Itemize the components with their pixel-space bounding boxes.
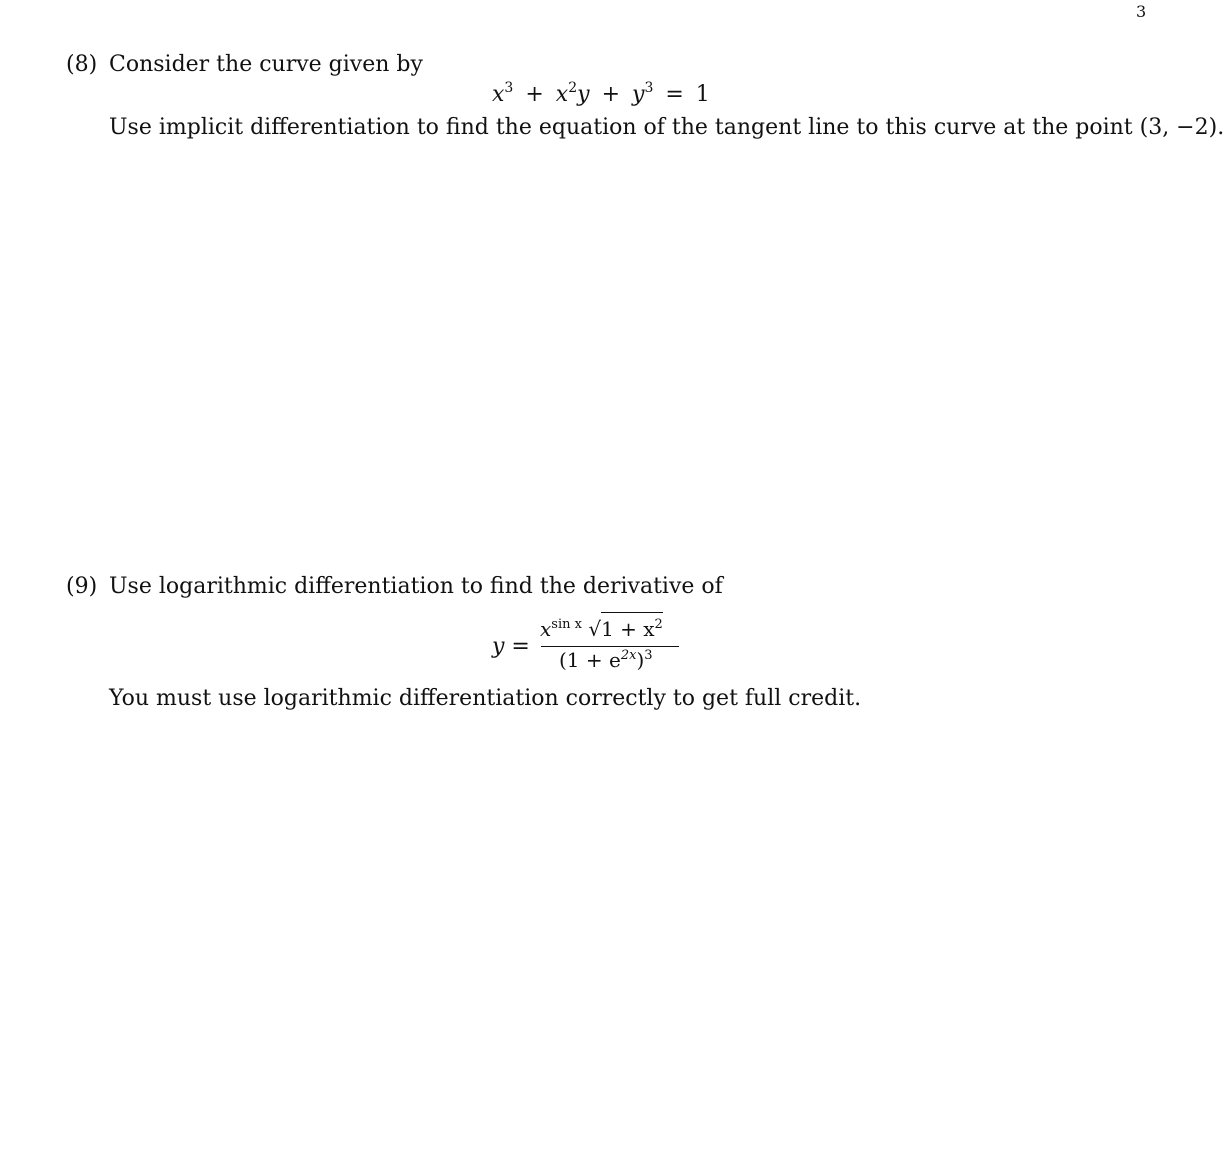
eq-plus1: + (525, 82, 544, 107)
radicand-exponent: 2 (654, 617, 663, 632)
eq-rhs: 1 (695, 82, 710, 107)
fraction-bar (541, 646, 679, 647)
page-number: 3 (1136, 2, 1147, 21)
num-base: x (540, 617, 552, 641)
eq-exp3: 3 (644, 80, 654, 96)
eq-exp1: 3 (504, 80, 514, 96)
den-power: 3 (644, 648, 653, 663)
problem-8-equation (492, 80, 710, 107)
fraction-denominator (559, 648, 653, 672)
sqrt-symbol: √ (588, 617, 602, 641)
radicand (601, 612, 663, 640)
eq-x2: x (555, 82, 569, 107)
den-close: ) (636, 648, 645, 672)
fraction-numerator (540, 612, 663, 641)
eq-plus2: + (601, 82, 620, 107)
eq-exp2: 2 (568, 80, 578, 96)
problem-9-lhs: y = (492, 634, 530, 659)
problem-8-number: (8) (66, 52, 98, 77)
eq-y1: y (577, 82, 590, 107)
den-exponent: 2x (620, 648, 637, 663)
den-open: (1 + e (559, 648, 621, 672)
eq-x1: x (492, 82, 505, 107)
problem-8-intro: Consider the curve given by (109, 52, 423, 77)
radicand-text: 1 + x (601, 617, 655, 641)
eq-equals: = (665, 82, 684, 107)
num-exponent: sin x (551, 617, 582, 632)
square-root (588, 612, 663, 641)
problem-9-intro: Use logarithmic differentiation to find the derivative of (109, 574, 723, 599)
problem-9-instruction: You must use logarithmic differentiation correctly to get full credit. (109, 686, 862, 711)
problem-8-instruction: Use implicit differentiation to find the equation of the tangent line to this curve at the point (3, −2). (109, 115, 1224, 140)
problem-9-number: (9) (66, 574, 98, 599)
eq-y2: y (632, 82, 645, 107)
